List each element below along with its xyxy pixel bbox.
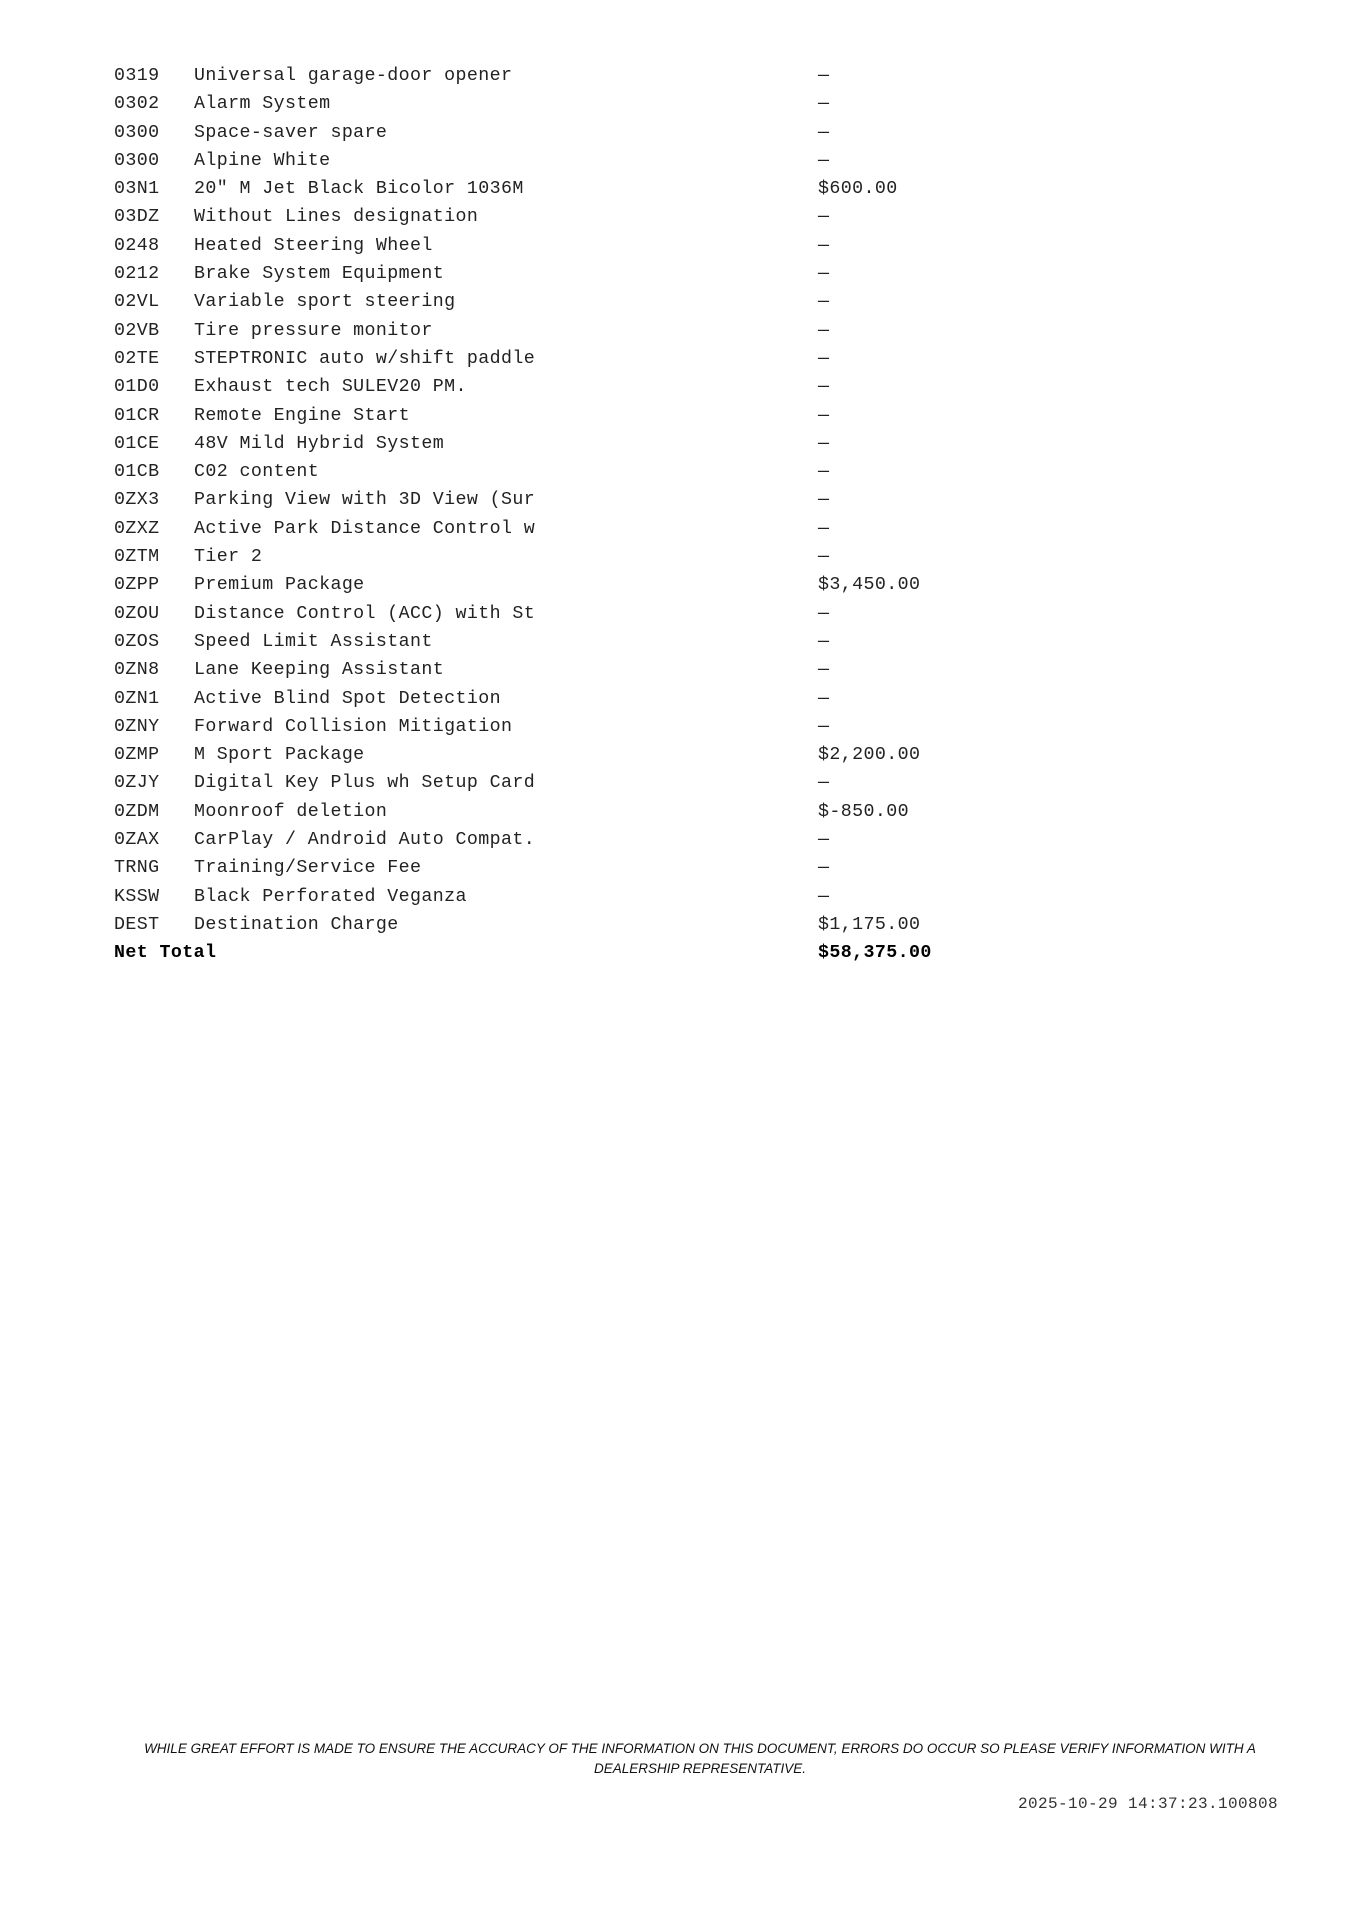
- option-price: —: [818, 94, 830, 115]
- option-description: Tire pressure monitor: [194, 320, 433, 341]
- option-description: Speed Limit Assistant: [194, 631, 433, 652]
- option-code: 0ZDM: [114, 801, 160, 822]
- option-description: Distance Control (ACC) with St: [194, 603, 536, 624]
- option-code: 02TE: [114, 348, 160, 369]
- option-code: 0ZPP: [114, 575, 160, 596]
- option-code: 0248: [114, 235, 160, 256]
- option-description: Exhaust tech SULEV20 PM.: [194, 377, 467, 398]
- option-description: Variable sport steering: [194, 292, 456, 313]
- table-row: [114, 62, 1014, 90]
- option-price: —: [818, 405, 830, 426]
- table-row: [114, 628, 1014, 656]
- option-description: Tier 2: [194, 547, 263, 568]
- option-code: 0ZAX: [114, 830, 160, 851]
- table-row: [114, 600, 1014, 628]
- option-description: Destination Charge: [194, 914, 399, 935]
- table-row: [114, 685, 1014, 713]
- option-price: —: [818, 264, 830, 285]
- option-price: —: [818, 150, 830, 171]
- table-row: [114, 119, 1014, 147]
- option-price: —: [818, 716, 830, 737]
- table-row: [114, 741, 1014, 769]
- table-row: [114, 911, 1014, 939]
- table-row: [114, 260, 1014, 288]
- option-price: —: [818, 518, 830, 539]
- option-code: 01CB: [114, 462, 160, 483]
- option-description: 20" M Jet Black Bicolor 1036M: [194, 179, 524, 200]
- option-code: 01CR: [114, 405, 160, 426]
- option-price: —: [818, 547, 830, 568]
- table-row: [114, 883, 1014, 911]
- option-code: 0ZOS: [114, 631, 160, 652]
- option-code: 0212: [114, 264, 160, 285]
- option-description: Brake System Equipment: [194, 264, 445, 285]
- option-price: —: [818, 603, 830, 624]
- table-row: [114, 147, 1014, 175]
- generated-timestamp: 2025-10-29 14:37:23.100808: [1018, 1795, 1279, 1813]
- option-description: Alpine White: [194, 150, 331, 171]
- option-code: 0ZXZ: [114, 518, 160, 539]
- option-price: $2,200.00: [818, 745, 921, 766]
- option-price: —: [818, 377, 830, 398]
- option-price: —: [818, 292, 830, 313]
- option-code: 0ZOU: [114, 603, 160, 624]
- table-row: [114, 486, 1014, 514]
- option-description: STEPTRONIC auto w/shift paddle: [194, 348, 536, 369]
- option-price: —: [818, 886, 830, 907]
- option-price: —: [818, 320, 830, 341]
- option-price: —: [818, 773, 830, 794]
- option-code: KSSW: [114, 886, 160, 907]
- option-code: 0300: [114, 150, 160, 171]
- option-description: Active Blind Spot Detection: [194, 688, 502, 709]
- option-description: Active Park Distance Control w: [194, 518, 536, 539]
- table-row: [114, 458, 1014, 486]
- option-price: —: [818, 660, 830, 681]
- table-row: [114, 345, 1014, 373]
- option-price: —: [818, 858, 830, 879]
- option-description: Premium Package: [194, 575, 365, 596]
- option-code: 01CE: [114, 433, 160, 454]
- option-price: —: [818, 235, 830, 256]
- option-price: $1,175.00: [818, 914, 921, 935]
- option-code: 0ZTM: [114, 547, 160, 568]
- table-row: [114, 402, 1014, 430]
- option-description: Lane Keeping Assistant: [194, 660, 445, 681]
- net-total-row: [114, 939, 1014, 967]
- option-description: Alarm System: [194, 94, 331, 115]
- table-row: [114, 826, 1014, 854]
- option-code: 0302: [114, 94, 160, 115]
- option-price: $-850.00: [818, 801, 909, 822]
- option-price: —: [818, 830, 830, 851]
- table-row: [114, 288, 1014, 316]
- table-row: [114, 317, 1014, 345]
- option-price: —: [818, 207, 830, 228]
- option-price: —: [818, 631, 830, 652]
- table-row: [114, 798, 1014, 826]
- option-price: —: [818, 122, 830, 143]
- net-total-price: $58,375.00: [818, 943, 932, 964]
- option-description: CarPlay / Android Auto Compat.: [194, 830, 536, 851]
- option-code: TRNG: [114, 858, 160, 879]
- option-code: 0ZJY: [114, 773, 160, 794]
- option-code: 0300: [114, 122, 160, 143]
- option-code: 0ZN8: [114, 660, 160, 681]
- option-code: 02VB: [114, 320, 160, 341]
- table-row: [114, 656, 1014, 684]
- option-code: 03DZ: [114, 207, 160, 228]
- table-row: [114, 232, 1014, 260]
- option-price: —: [818, 66, 830, 86]
- option-code: 0ZNY: [114, 716, 160, 737]
- table-row: [114, 430, 1014, 458]
- option-code: 0ZMP: [114, 745, 160, 766]
- option-description: C02 content: [194, 462, 320, 483]
- option-code: 01D0: [114, 377, 160, 398]
- option-code: 02VL: [114, 292, 160, 313]
- option-description: Moonroof deletion: [194, 801, 388, 822]
- option-code: DEST: [114, 914, 160, 935]
- option-description: Universal garage-door opener: [194, 66, 513, 86]
- table-row: [114, 571, 1014, 599]
- option-description: Parking View with 3D View (Sur: [194, 490, 536, 511]
- table-row: [114, 854, 1014, 882]
- table-row: [114, 90, 1014, 118]
- option-description: Space-saver spare: [194, 122, 388, 143]
- option-code: 0319: [114, 66, 160, 86]
- option-price: —: [818, 490, 830, 511]
- table-row: [114, 175, 1014, 203]
- option-description: Digital Key Plus wh Setup Card: [194, 773, 536, 794]
- table-row: [114, 203, 1014, 231]
- option-price: —: [818, 462, 830, 483]
- disclaimer-text: WHILE GREAT EFFORT IS MADE TO ENSURE THE ACCURACY OF THE INFORMATION ON THIS DOCUMENT, ERRORS DO OCCUR SO PLEASE VERIFY INFORMATION WITH A DEALERSHIP REPRESENTATIVE.: [144, 1741, 1256, 1776]
- net-total-label: Net Total: [114, 943, 217, 964]
- option-description: Remote Engine Start: [194, 405, 411, 426]
- option-description: Without Lines designation: [194, 207, 479, 228]
- option-description: Training/Service Fee: [194, 858, 422, 879]
- table-row: [114, 373, 1014, 401]
- option-description: 48V Mild Hybrid System: [194, 433, 445, 454]
- option-description: Forward Collision Mitigation: [194, 716, 513, 737]
- table-row: [114, 543, 1014, 571]
- table-row: [114, 713, 1014, 741]
- option-description: Black Perforated Veganza: [194, 886, 467, 907]
- option-price: —: [818, 688, 830, 709]
- options-table: [114, 62, 1014, 968]
- option-price: —: [818, 348, 830, 369]
- table-row: [114, 515, 1014, 543]
- option-price: $3,450.00: [818, 575, 921, 596]
- option-description: M Sport Package: [194, 745, 365, 766]
- option-price: —: [818, 433, 830, 454]
- option-code: 0ZN1: [114, 688, 160, 709]
- option-description: Heated Steering Wheel: [194, 235, 433, 256]
- table-row: [114, 769, 1014, 797]
- option-code: 03N1: [114, 179, 160, 200]
- option-code: 0ZX3: [114, 490, 160, 511]
- option-price: $600.00: [818, 179, 898, 200]
